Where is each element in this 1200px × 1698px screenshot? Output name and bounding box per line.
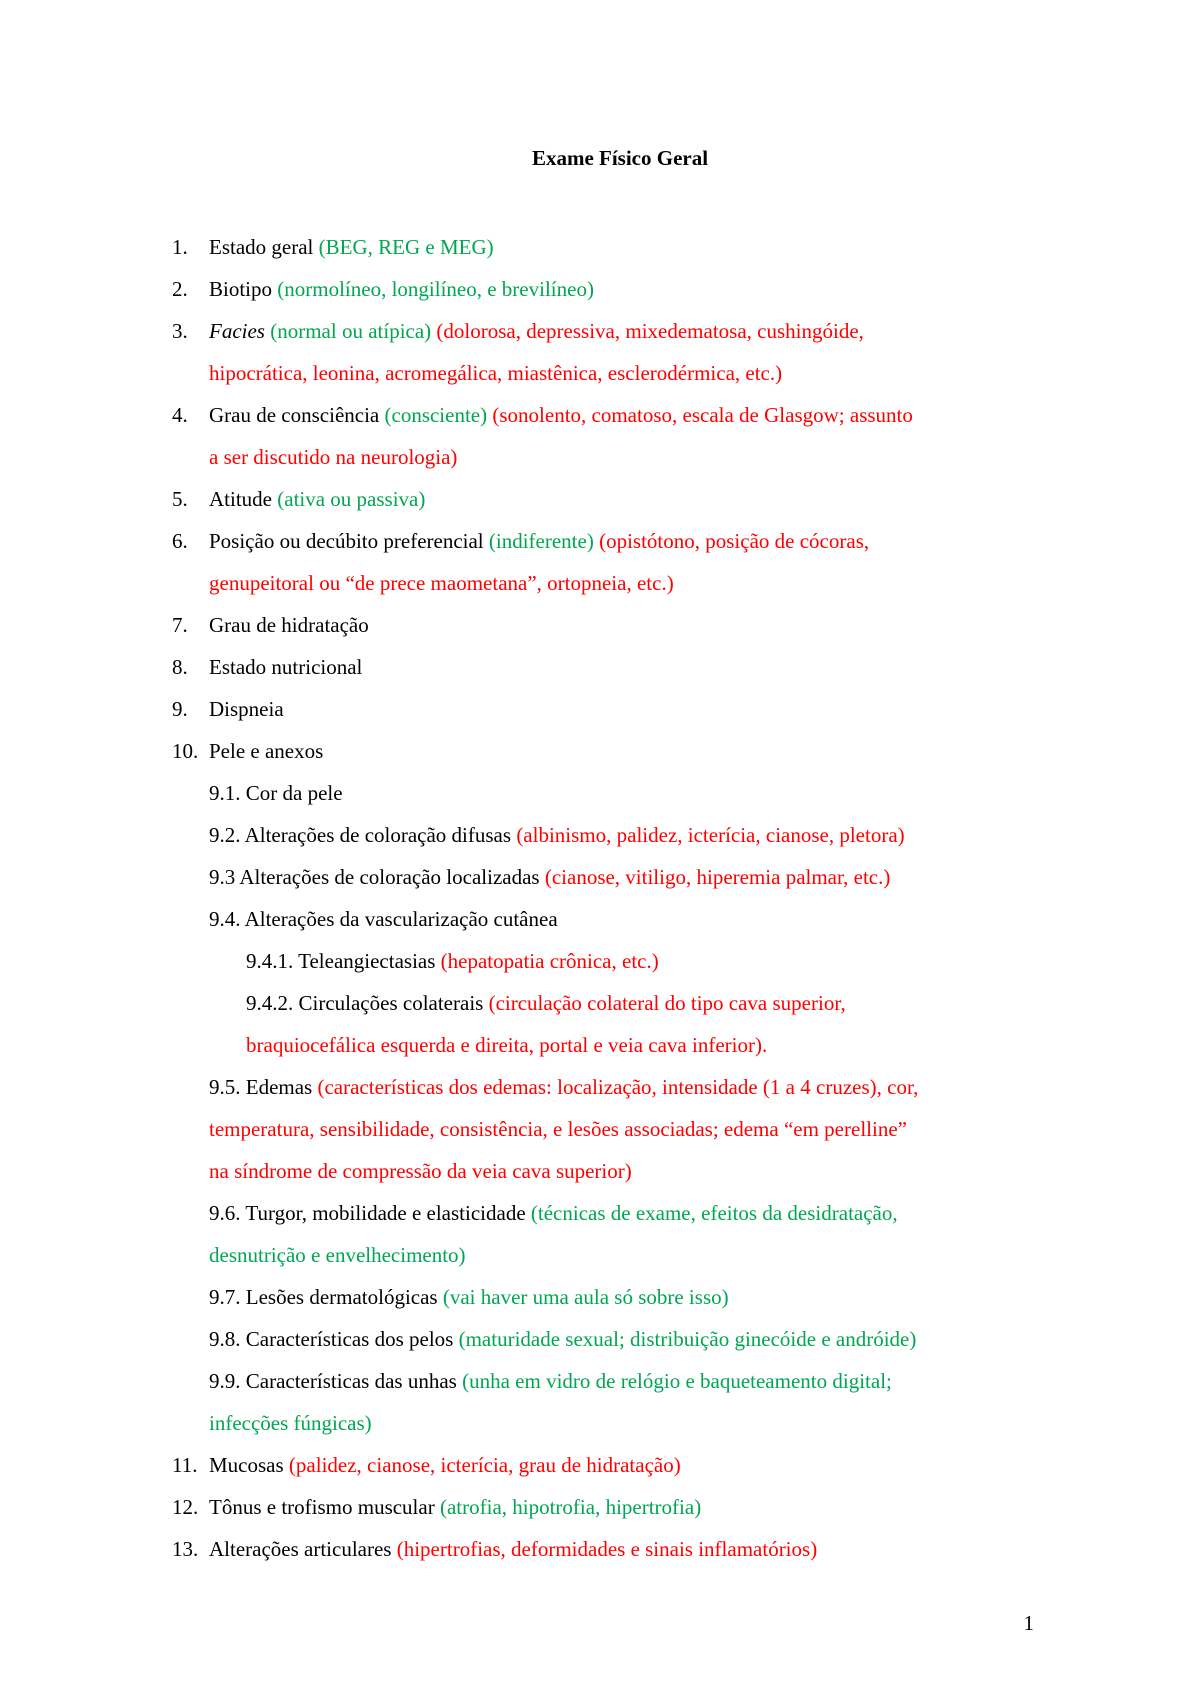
item-text: Tônus e trofismo muscular [209,1495,440,1519]
list-item-7 [0,604,1200,646]
item-text: Estado nutricional [209,655,363,679]
red-note-continuation: hipocrática, leonina, acromegálica, miastênica, esclerodérmica, etc.) [209,361,783,385]
sub-item-9-2 [0,814,1200,856]
sub-item-text: 9.3 Alterações de coloração localizadas [209,865,545,889]
item-number: 11. [172,1453,198,1477]
item-text: Atitude [209,487,278,511]
sub-item-text: 9.5. Edemas [209,1075,318,1099]
item-number: 1. [172,235,188,259]
sub-item-text: 9.6. Turgor, mobilidade e elasticidade [209,1201,531,1225]
list-item-1 [0,226,1200,268]
list-item-13 [0,1528,1200,1570]
item-text: Posição ou decúbito preferencial [209,529,489,553]
green-note: (vai haver uma aula só sobre isso) [442,1285,729,1309]
item-text: Mucosas [209,1453,289,1477]
red-note: (albinismo, palidez, icterícia, cianose, pletora) [516,823,905,847]
red-note: (cianose, vitiligo, hiperemia palmar, etc.) [544,865,891,889]
item-text: Grau de hidratação [209,613,369,637]
sub-item-text: 9.8. Características dos pelos [209,1327,459,1351]
sub-item-text: 9.4. Alterações da vascularização cutânea [209,907,558,931]
sub-item-9-7 [0,1276,1200,1318]
list-item-9 [0,688,1200,730]
red-note: (sonolento, comatoso, escala de Glasgow; assunto [487,403,913,427]
green-note-continuation: desnutrição e envelhecimento) [209,1243,466,1267]
sub-item-9-4-1 [0,940,1200,982]
item-number: 13. [172,1537,199,1561]
sub-item-9-3 [0,856,1200,898]
list-item-3 [0,310,1200,352]
red-note: (opistótono, posição de cócoras, [593,529,870,553]
sub-item-9-5 [0,1066,1200,1108]
red-note-continuation: temperatura, sensibilidade, consistência, e lesões associadas; edema “em perelline” [209,1117,907,1141]
red-note: (características dos edemas: localização, intensidade (1 a 4 cruzes), cor, [317,1075,919,1099]
item-text: Biotipo [209,277,278,301]
item-number: 12. [172,1495,199,1519]
item-text: Pele e anexos [209,739,324,763]
item-number: 3. [172,319,188,343]
list-item-10 [0,730,1200,772]
red-note-continuation: na síndrome de compressão da veia cava superior) [209,1159,632,1183]
item-number: 5. [172,487,188,511]
item-text: Estado geral [209,235,319,259]
sub-item-9-9 [0,1360,1200,1402]
sub-item-text: 9.2. Alterações de coloração difusas [209,823,517,847]
green-note: (unha em vidro de relógio e baqueteamento digital; [462,1369,892,1393]
item-text-italic: Facies [209,319,265,343]
list-item-2 [0,268,1200,310]
sub-item-text: 9.4.2. Circulações colaterais [246,991,489,1015]
item-text: Alterações articulares [209,1537,397,1561]
list-item-6 [0,520,1200,562]
sub-item-text: 9.4.1. Teleangiectasias [246,949,441,973]
item-number: 10. [172,739,199,763]
sub-item-9-1 [0,772,1200,814]
sub-item-9-8 [0,1318,1200,1360]
item-number: 2. [172,277,188,301]
red-note: (circulação colateral do tipo cava superior, [488,991,846,1015]
page-title: Exame Físico Geral [531,146,709,170]
list-item-12 [0,1486,1200,1528]
green-note: (técnicas de exame, efeitos da desidratação, [530,1201,898,1225]
item-text: Grau de consciência [209,403,385,427]
item-number: 8. [172,655,188,679]
list-item-5 [0,478,1200,520]
red-note: (hepatopatia crônica, etc.) [440,949,659,973]
list-item-11 [0,1444,1200,1486]
red-note: (hipertrofias, deformidades e sinais inflamatórios) [396,1537,818,1561]
list-item-8 [0,646,1200,688]
red-note: (dolorosa, depressiva, mixedematosa, cushingóide, [431,319,864,343]
green-note-continuation: infecções fúngicas) [209,1411,372,1435]
page-number: 1 [1023,1611,1034,1635]
item-number: 7. [172,613,188,637]
green-note: (normolíneo, longilíneo, e brevilíneo) [277,277,594,301]
green-note: (atrofia, hipotrofia, hipertrofia) [439,1495,702,1519]
green-note: (indiferente) [488,529,594,553]
red-note: (palidez, cianose, icterícia, grau de hidratação) [288,1453,681,1477]
green-note: (ativa ou passiva) [277,487,426,511]
green-note: (BEG, REG e MEG) [318,235,494,259]
item-text: Dispneia [209,697,284,721]
sub-item-9-6 [0,1192,1200,1234]
list-item-4 [0,394,1200,436]
item-number: 9. [172,697,188,721]
green-note: (maturidade sexual; distribuição ginecóide e andróide) [458,1327,917,1351]
sub-item-9-4-2 [0,982,1200,1024]
red-note-continuation: a ser discutido na neurologia) [209,445,458,469]
sub-item-text: 9.9. Características das unhas [209,1369,463,1393]
green-note: (consciente) [384,403,488,427]
sub-item-text: 9.1. Cor da pele [209,781,343,805]
document-body [0,226,1200,1570]
item-number: 6. [172,529,188,553]
item-number: 4. [172,403,188,427]
red-note-continuation: braquiocefálica esquerda e direita, portal e veia cava inferior). [246,1033,768,1057]
sub-item-9-4 [0,898,1200,940]
red-note-continuation: genupeitoral ou “de prece maometana”, ortopneia, etc.) [209,571,674,595]
sub-item-text: 9.7. Lesões dermatológicas [209,1285,443,1309]
green-note: (normal ou atípica) [264,319,432,343]
